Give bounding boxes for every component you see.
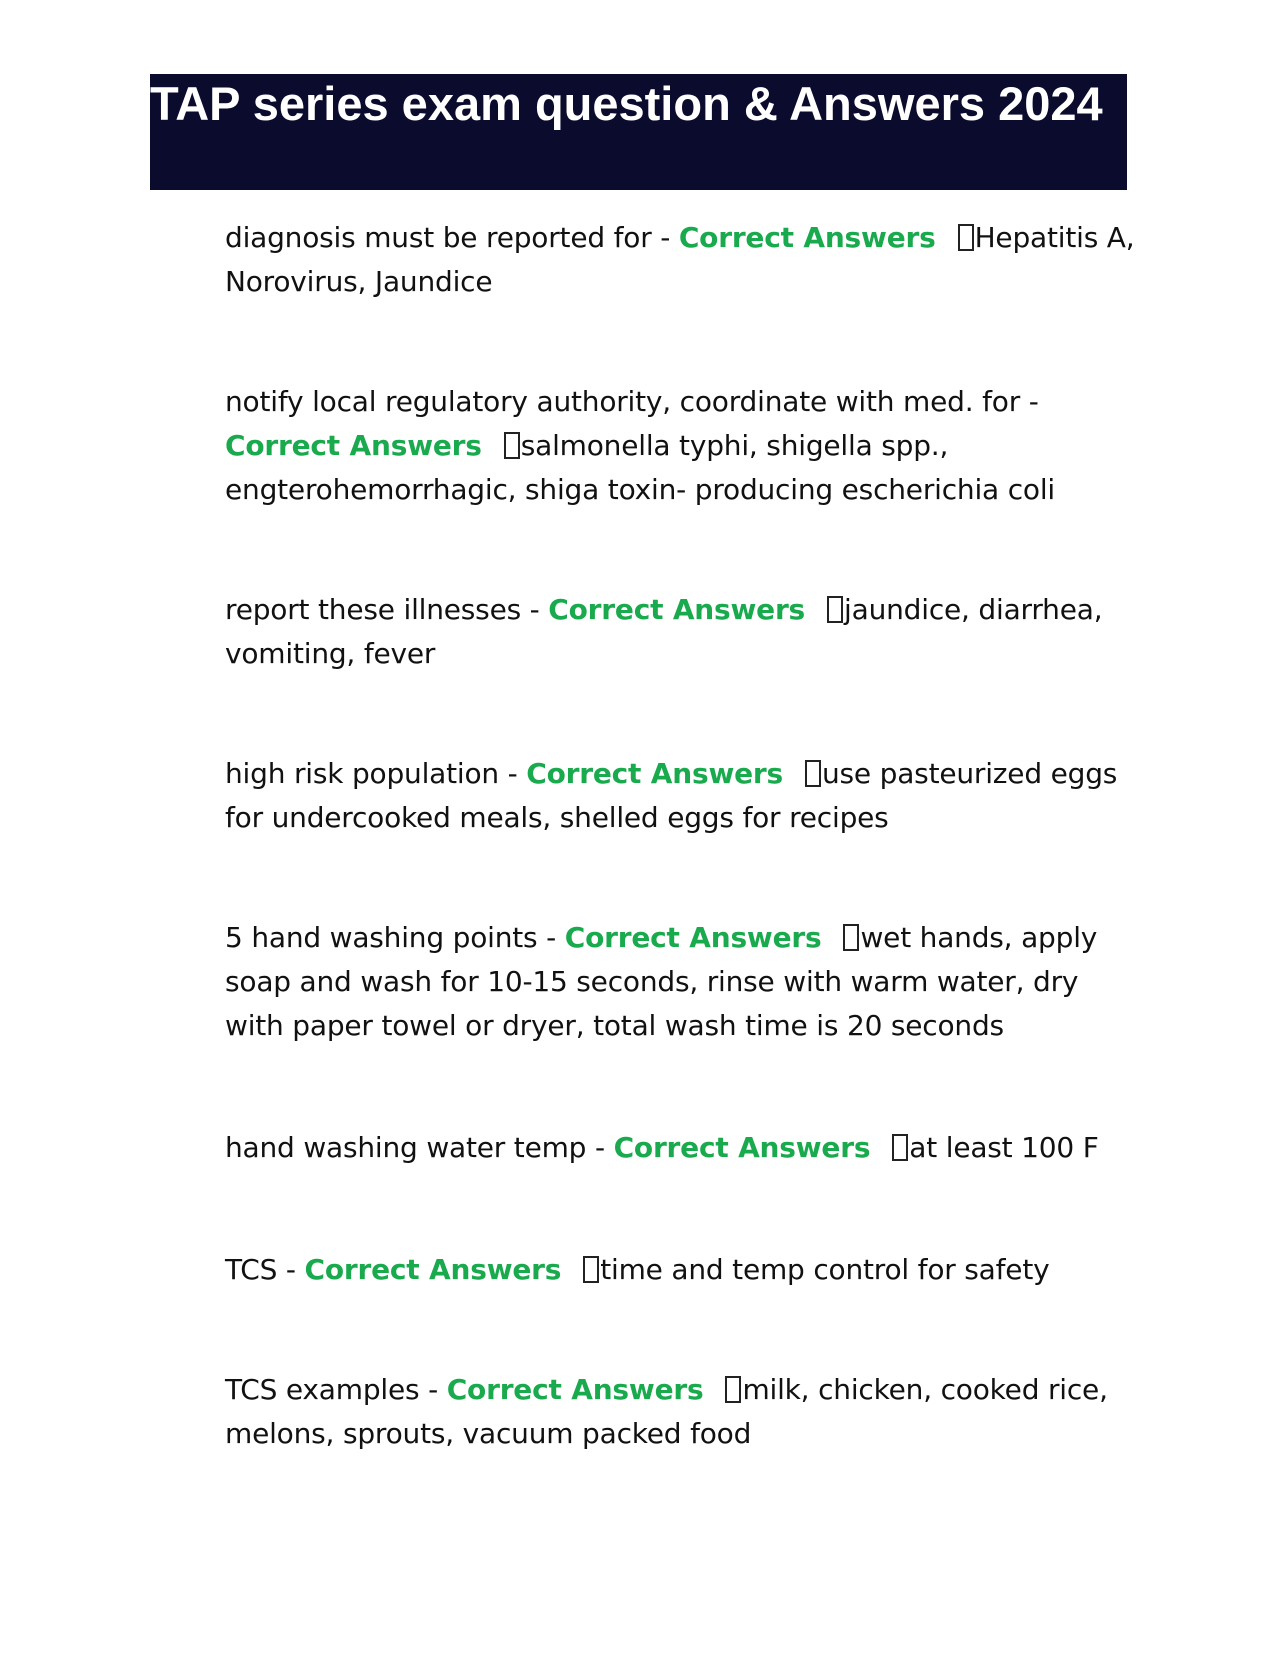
answer-text: Hepatitis A, Norovirus, Jaundice: [225, 221, 1135, 298]
correct-answers-label: Correct Answers: [678, 221, 936, 254]
qa-item: [225, 916, 1135, 1048]
question-text: TCS examples -: [225, 1373, 447, 1406]
missing-glyph-box-icon: [805, 760, 821, 787]
correct-answers-label: Correct Answers: [304, 1253, 562, 1286]
qa-item: [225, 752, 1135, 840]
question-text: diagnosis must be reported for -: [225, 221, 679, 254]
qa-item: [225, 1368, 1135, 1456]
answer-text: use pasteurized eggs for undercooked meals, shelled eggs for recipes: [225, 757, 1118, 834]
document-title: TAP series exam question & Answers 2024: [150, 77, 1103, 130]
missing-glyph-box-icon: [583, 1256, 599, 1283]
missing-glyph-box-icon: [892, 1134, 908, 1161]
missing-glyph-box-icon: [725, 1376, 741, 1403]
correct-answers-label: Correct Answers: [548, 593, 806, 626]
question-text: 5 hand washing points -: [225, 921, 565, 954]
qa-item: [225, 1248, 1135, 1292]
answer-text: jaundice, diarrhea, vomiting, fever: [225, 593, 1103, 670]
answer-text: milk, chicken, cooked rice, melons, sprouts, vacuum packed food: [225, 1373, 1108, 1450]
question-text: notify local regulatory authority, coordinate with med. for -: [225, 385, 1039, 418]
missing-glyph-box-icon: [843, 924, 859, 951]
correct-answers-label: Correct Answers: [613, 1131, 871, 1164]
qa-item: [225, 1126, 1135, 1170]
correct-answers-label: Correct Answers: [225, 429, 482, 462]
missing-glyph-box-icon: [827, 596, 843, 623]
question-text: high risk population -: [225, 757, 527, 790]
answer-text: at least 100 F: [909, 1131, 1099, 1164]
missing-glyph-box-icon: [504, 432, 520, 459]
answer-text: wet hands, apply soap and wash for 10-15 seconds, rinse with warm water, dry with paper towel or dryer, total wash time is 20 seconds: [225, 921, 1098, 1042]
question-text: TCS -: [225, 1253, 305, 1286]
answer-text: salmonella typhi, shigella spp., engterohemorrhagic, shiga toxin- producing escherichia coli: [225, 429, 1055, 506]
title-banner: [150, 74, 1127, 190]
question-text: report these illnesses -: [225, 593, 549, 626]
answer-text: time and temp control for safety: [600, 1253, 1050, 1286]
qa-item: [225, 216, 1135, 304]
correct-answers-label: Correct Answers: [446, 1373, 704, 1406]
qa-item: [225, 380, 1135, 512]
qa-item: [225, 588, 1135, 676]
question-text: hand washing water temp -: [225, 1131, 614, 1164]
missing-glyph-box-icon: [958, 224, 974, 251]
correct-answers-label: Correct Answers: [564, 921, 822, 954]
correct-answers-label: Correct Answers: [526, 757, 783, 790]
